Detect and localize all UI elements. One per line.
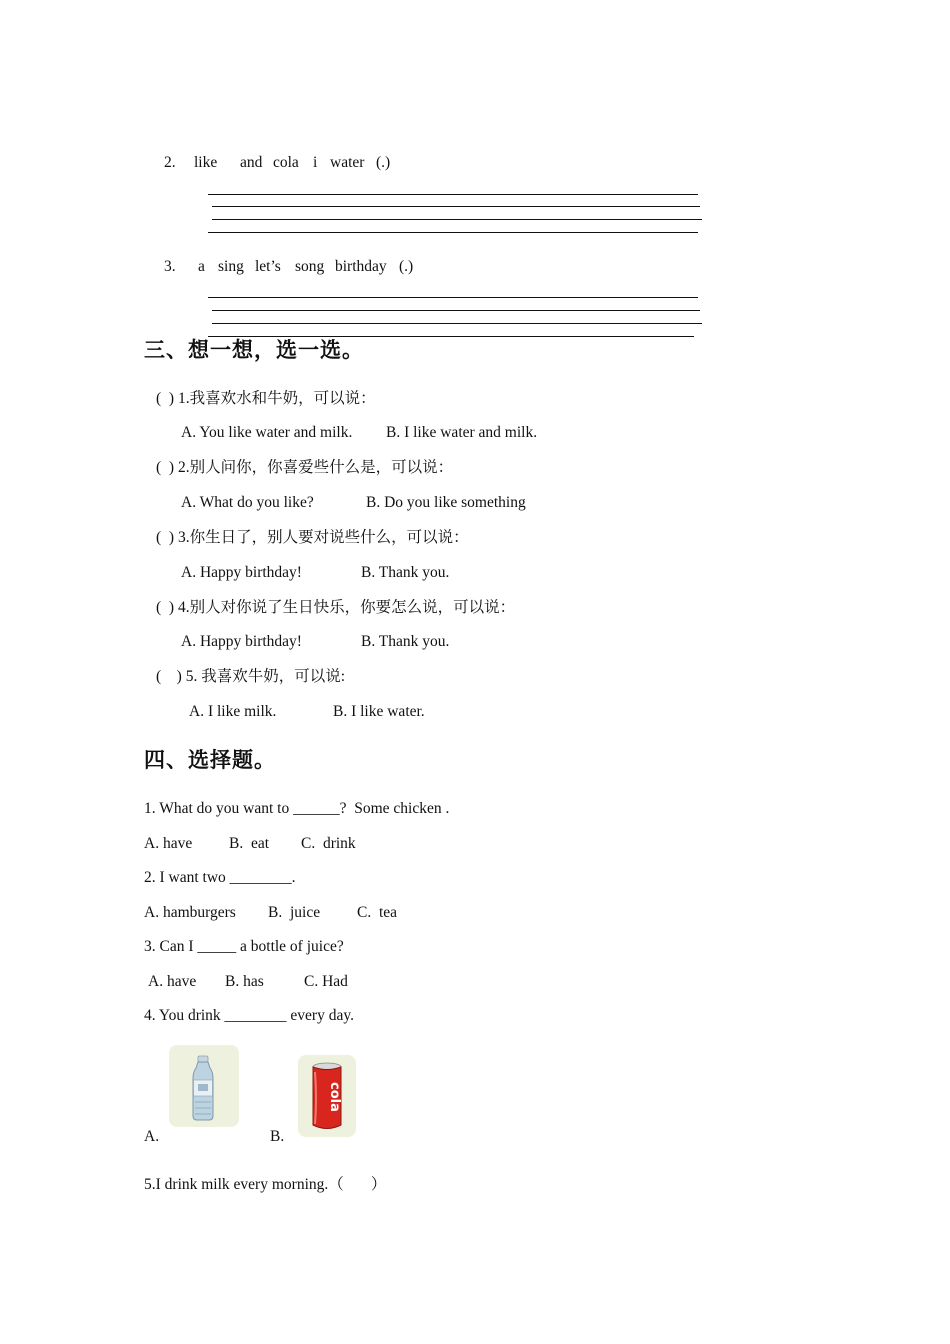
question-prompt: ( ) 3.你生日了，别人要对说些什么，可以说： [156,529,469,546]
option-b[interactable]: B. [270,1128,285,1145]
option-c[interactable]: C. drink [301,835,356,852]
question-text: 3. Can I _____ a bottle of juice? [144,938,344,955]
writing-line[interactable] [212,310,700,311]
section-heading: 四、选择题。 [144,747,276,772]
question-prompt: ( ) 2.别人问你，你喜爱些什么是，可以说： [156,459,454,476]
option-b[interactable]: B. juice [268,904,321,921]
option-b[interactable]: B. I like water and milk. [386,424,538,441]
option-c[interactable]: C. Had [304,973,348,990]
option-a[interactable]: A. I like milk. [189,703,277,720]
writing-line[interactable] [208,194,698,195]
cola-can-picture[interactable] [297,1054,357,1138]
question-prompt: ( ) 4.别人对你说了生日快乐，你要怎么说，可以说： [156,599,516,616]
option-b[interactable]: B. Thank you. [361,564,450,581]
question-prompt: ( ) 5. 我喜欢牛奶，可以说: [156,668,346,685]
writing-line[interactable] [212,219,702,220]
writing-line[interactable] [208,297,698,298]
q2-word: i [313,154,318,171]
option-b[interactable]: B. Thank you. [361,633,450,650]
q2-word: (.) [376,154,391,171]
q3-word: (.) [399,258,414,275]
question-text: 4. You drink ________ every day. [144,1007,354,1024]
q3-word: let’s [255,258,281,275]
option-a[interactable]: A. have [148,973,197,990]
q3-word: sing [218,258,244,275]
writing-line[interactable] [212,206,700,207]
question-prompt: ( ) 1.我喜欢水和牛奶，可以说： [156,390,376,407]
option-a[interactable]: A. [144,1128,160,1145]
option-c[interactable]: C. tea [357,904,398,921]
question-text: 1. What do you want to ______? Some chicken . [144,800,450,817]
q3-number: 3. [164,258,176,275]
writing-line[interactable] [212,323,702,324]
cola-can-label: cola [327,1082,342,1112]
option-a[interactable]: A. hamburgers [144,904,236,921]
water-bottle-icon [168,1044,240,1128]
q2-word: like [194,154,218,171]
q2-word: cola [273,154,299,171]
q3-word: song [295,258,325,275]
question-text: 2. I want two ________. [144,869,296,886]
question-text: 5.I drink milk every morning.（ ） [144,1176,387,1193]
q2-word: water [330,154,365,171]
option-b[interactable]: B. I like water. [333,703,425,720]
option-a[interactable]: A. Happy birthday! [181,633,302,650]
q2-number: 2. [164,154,176,171]
option-b[interactable]: B. has [225,973,264,990]
q3-word: a [198,258,205,275]
option-a[interactable]: A. have [144,835,193,852]
water-bottle-picture[interactable] [168,1044,240,1128]
q3-word: birthday [335,258,387,275]
q2-word: and [240,154,263,171]
section-heading: 三、想一想，选一选。 [144,337,364,362]
writing-line[interactable] [208,232,698,233]
option-b[interactable]: B. Do you like something [366,494,526,511]
option-a[interactable]: A. Happy birthday! [181,564,302,581]
option-a[interactable]: A. You like water and milk. [181,424,353,441]
option-b[interactable]: B. eat [229,835,270,852]
cola-can-icon [297,1054,357,1138]
option-a[interactable]: A. What do you like? [181,494,314,511]
